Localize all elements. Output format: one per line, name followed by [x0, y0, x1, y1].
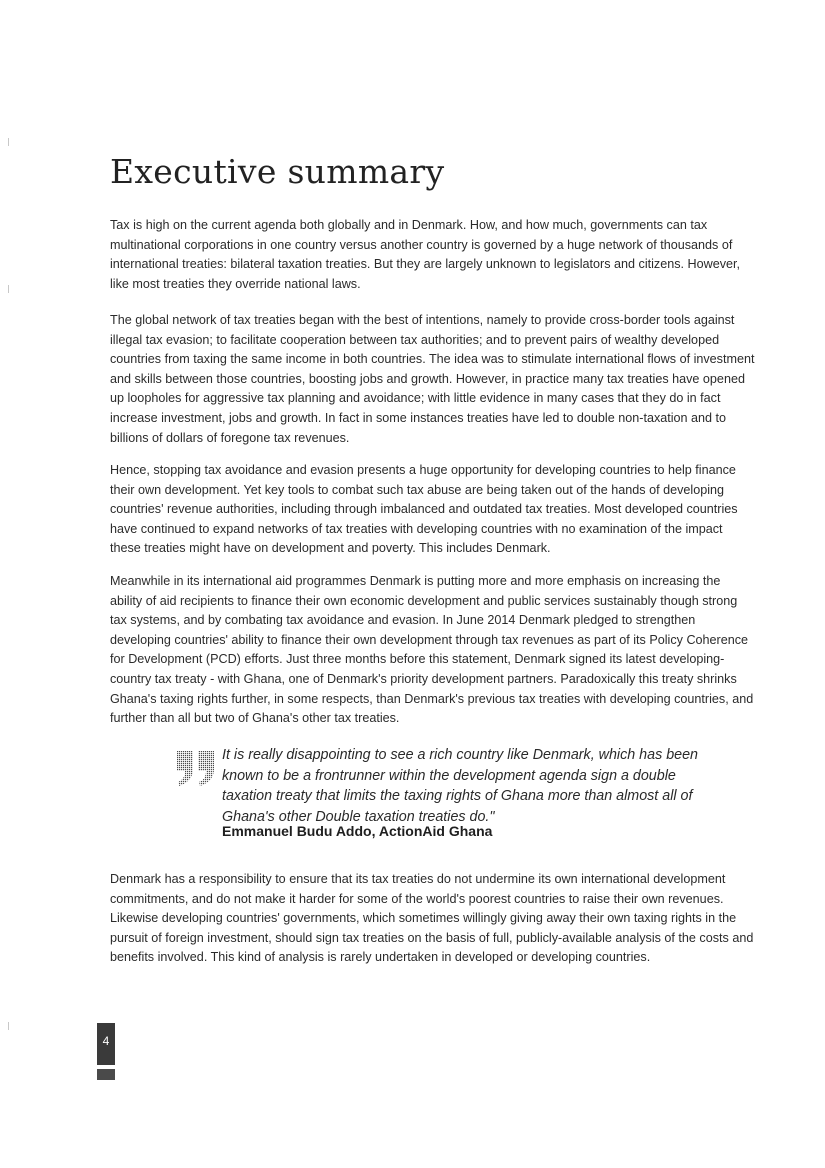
- page-number-strip: [97, 1069, 115, 1080]
- paragraph-responsibility: Denmark has a responsibility to ensure that its tax treaties do not undermine its own international development commitments, and do not make it harder for some of the world's poorest countries to raise their own revenues. Likewise developing countries' governments, which sometimes willingly giving away their own taxing rights in the pursuit of foreign investment, should sign tax treaties on the basis of full, publicly-available analysis of the costs and benefits involved. This kind of analysis is rarely undertaken in developed or developing countries.: [110, 872, 754, 965]
- scan-artifact: [8, 1022, 9, 1030]
- paragraph-tax-avoidance: Hence, stopping tax avoidance and evasion presents a huge opportunity for developing countries to help finance their own development. Yet key tools to combat such tax abuse are being taken out of the hands of developing countries' revenue authorities, including through imbalanced and outdated tax treaties. Most developed countries have continued to expand networks of tax treaties with developing countries with no examination of the impact these treaties might have on development and poverty. This includes Denmark.: [110, 463, 738, 556]
- scan-artifact: [8, 138, 9, 146]
- pull-quote: [175, 745, 735, 845]
- quote-author: Emmanuel Budu Addo, ActionAid Ghana: [222, 823, 493, 839]
- quotation-mark-icon: [175, 749, 217, 787]
- paragraph-intro: Tax is high on the current agenda both globally and in Denmark. How, and how much, governments can tax multinational corporations in one country versus another country is governed by a huge network of thousands of international treaties: bilateral taxation treaties. But they are largely unknown to legislators and citizens. However, like most treaties they override national laws.: [110, 218, 741, 291]
- page-number: 4: [102, 1034, 110, 1048]
- paragraph-denmark-aid: Meanwhile in its international aid programmes Denmark is putting more and more emphasis on increasing the ability of aid recipients to finance their own economic development and public services sustainably though strong tax systems, and by combating tax avoidance and evasion. In June 2014 Denmark pledged to strengthen developing countries' ability to finance their own development through tax revenues as part of its Policy Coherence for Development (PCD) efforts. Just three months before this statement, Denmark signed its latest developing-country tax treaty - with Ghana, one of Denmark's priority development partners. Paradoxically this treaty shrinks Ghana's taxing rights further, in some respects, than Denmark's previous tax treaties with developing countries, and further than all but two of Ghana's other tax treaties.: [110, 574, 754, 726]
- page-number-badge: [97, 1023, 115, 1065]
- page-title: Executive summary: [110, 152, 445, 191]
- quote-text: It is really disappointing to see a rich country like Denmark, which has been known to be a frontrunner within the development agenda sign a double taxation treaty that limits the taxing rights of Ghana more than almost all of Ghana's other Double taxation treaties do.": [222, 747, 699, 825]
- scan-artifact: [8, 285, 9, 293]
- paragraph-treaty-network: The global network of tax treaties began with the best of intentions, namely to provide cross-border tools against illegal tax evasion; to facilitate cooperation between tax authorities; and to prevent pairs of wealthy developed countries from taxing the same income in both countries. The idea was to stimulate international flows of investment and skills between those countries, boosting jobs and growth. However, in practice many tax treaties have opened up loopholes for aggressive tax planning and avoidance; with little evidence in many cases that they do in fact increase investment, jobs and growth. In fact in some instances treaties have led to double non-taxation and to billions of dollars of foregone tax revenues.: [110, 313, 755, 445]
